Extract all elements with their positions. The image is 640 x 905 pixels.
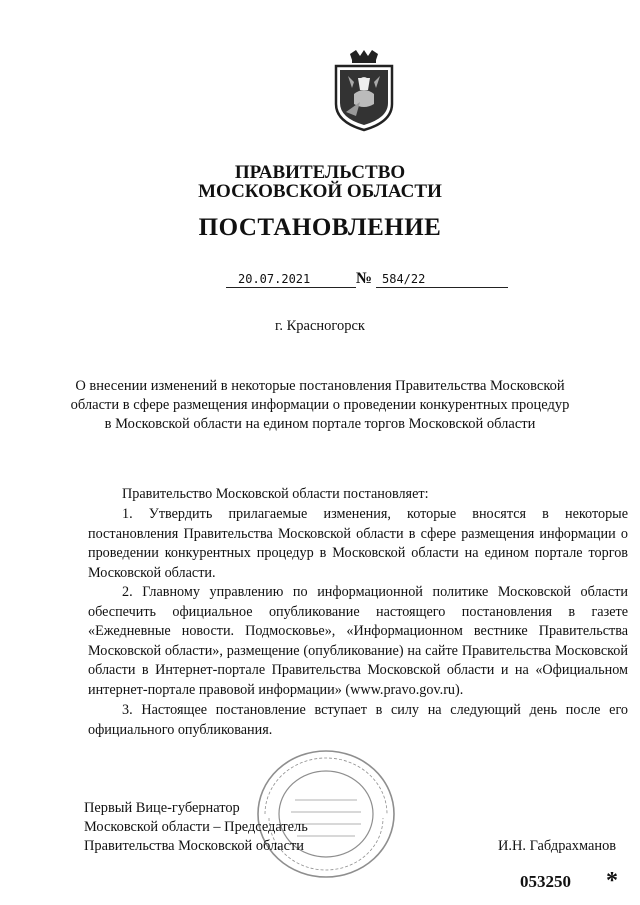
moscow-oblast-coat-of-arms-icon (330, 48, 398, 132)
org-name-line1: ПРАВИТЕЛЬСТВО (234, 162, 406, 183)
document-number: 584/22 (382, 272, 426, 286)
preamble-text: Правительство Московской области постановляет: (122, 486, 429, 502)
item-2-text: 2. Главному управлению по информационной политике Московской области обеспечить официальное опубликование настоящего постановления в газете «Ежедневные новости. Подмосковье», «Информационном вестнике Правительства Московской области», размещение (опубликование) на сайте Правительства Московской области в Интернет-портале Правительства Московской области и на «Официальном интернет-портале правовой информации» (www.pravo.gov.ru). (88, 584, 628, 698)
subject-line3: в Московской области на едином портале торгов Московской области (104, 416, 536, 432)
document-date: 20.07.2021 (238, 272, 311, 286)
date-underline (226, 287, 356, 288)
subject-line1: О внесении изменений в некоторые постановления Правительства Московской (75, 378, 565, 394)
asterisk-mark: * (606, 868, 618, 894)
city-line: г. Красногорск (275, 318, 365, 334)
item-2 (88, 583, 628, 701)
item-3-text: 3. Настоящее постановление вступает в силу на следующий день после его официального опубликования. (88, 702, 628, 738)
number-sign: № (356, 270, 373, 287)
signatory-line2: Московской области – Председатель (84, 819, 308, 835)
document-type-heading: ПОСТАНОВЛЕНИЕ (198, 214, 442, 241)
subject-line2: области в сфере размещения информации о проведении конкурентных процедур (70, 397, 570, 413)
serial-number: 053250 (520, 872, 571, 891)
signatory-line1: Первый Вице-губернатор (84, 800, 240, 816)
item-1 (88, 505, 628, 583)
subject-block (0, 377, 640, 434)
number-underline (376, 287, 508, 288)
org-name-line2: МОСКОВСКОЙ ОБЛАСТИ (198, 181, 442, 202)
item-1-text: 1. Утвердить прилагаемые изменения, которые вносятся в некоторые постановления Правительства Московской области в сфере размещения информации о проведении конкурентных процедур в Московской области на едином портале торгов Московской области. (88, 506, 628, 581)
signatory-line3: Правительства Московской области (84, 838, 304, 854)
item-3 (88, 701, 628, 740)
signatory-name: И.Н. Габдрахманов (498, 838, 617, 854)
preamble (88, 485, 628, 505)
signatory-title (84, 799, 308, 856)
